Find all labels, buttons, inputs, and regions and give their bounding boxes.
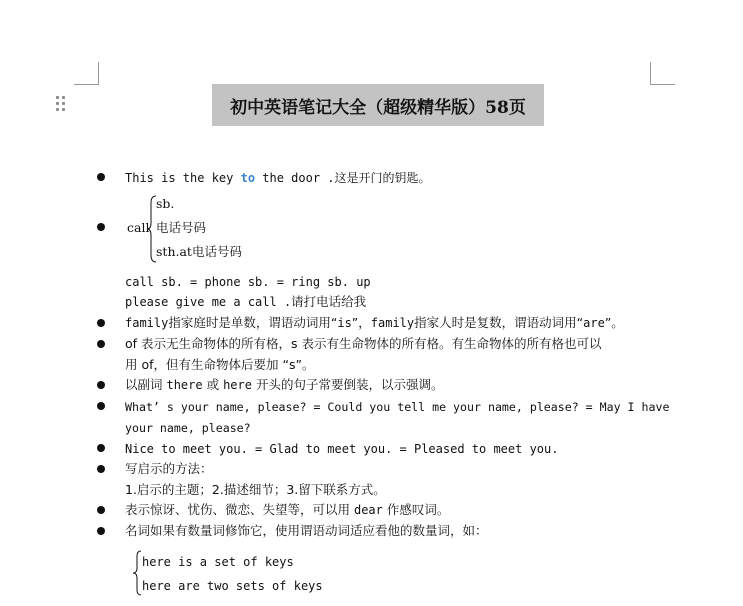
list-item-family (125, 314, 624, 332)
bullet-icon (97, 527, 105, 535)
highlighted-word: to (240, 171, 256, 185)
list-item-noun: 名词如果有数量词修饰它，使用谓语动词适应看他的数量词，如： (125, 523, 488, 538)
text-span: 电话号码 (191, 244, 242, 259)
list-item-notice-detail: 1.启示的主题；2.描述细节；3.留下联系方式。 (125, 482, 386, 497)
list-item-of-line2: 用 of，但有生命物体后要加 “s”。 (125, 357, 315, 372)
list-item-notice: 写启示的方法： (125, 461, 213, 476)
call-option-number: 电话号码 (156, 220, 207, 235)
bullet-icon (97, 506, 105, 514)
call-option-sth (156, 243, 242, 261)
list-item-adverb (125, 376, 443, 394)
text-span: 指家人时是复数，谓语动词用“ (414, 315, 584, 330)
page-corner-mark-top-left (74, 62, 99, 85)
drag-handle-icon[interactable] (56, 96, 66, 112)
text-span: there (166, 378, 203, 392)
bullet-icon (97, 173, 105, 181)
text-span: are (583, 316, 605, 330)
call-word: call (127, 220, 150, 235)
list-item-name-line2: your name, please? (125, 421, 251, 435)
text-span: 开头的句子常要倒装，以示强调。 (251, 377, 444, 392)
text-span: at (179, 244, 192, 259)
text-span: 或 (202, 377, 224, 392)
example-keys-plural: here are two sets of keys (142, 579, 323, 593)
text-span: the door .这是开门的钥匙。 (255, 171, 431, 185)
text-span: family (125, 316, 169, 330)
call-phone-line: call sb. = phone sb. = ring sb. up (125, 275, 371, 289)
bullet-icon (97, 381, 105, 389)
text-span: ”， (351, 315, 371, 330)
text-span: is (337, 316, 352, 330)
bullet-icon (97, 319, 105, 327)
document-title: 初中英语笔记大全（超级精华版）58页 (212, 84, 544, 126)
please-call-line (125, 293, 366, 311)
text-span: 指家庭时是单数，谓语动词用“ (168, 315, 338, 330)
text-span: 表示惊讶、忧伤、微恋、失望等，可以用 (125, 502, 354, 517)
text-span: 请打电话给我 (291, 294, 367, 309)
bullet-icon (97, 340, 105, 348)
text-span: 以副词 (125, 377, 167, 392)
brace-icon (133, 550, 142, 596)
bullet-icon (97, 465, 105, 473)
text-span: please give me a call . (125, 295, 292, 309)
list-item-name-line1: What’ s your name, please? = Could you tell me your name, please? = May I have (125, 400, 670, 414)
text-span: 作感叹词。 (382, 502, 450, 517)
text-span: family (370, 316, 415, 330)
list-item-meet: Nice to meet you. = Glad to meet you. = Pleased to meet you. (125, 442, 559, 456)
text-span: here (223, 378, 252, 392)
call-option-sb: sb. (156, 196, 175, 211)
list-item-dear (125, 501, 449, 519)
bullet-icon (97, 444, 105, 452)
list-item-of-line1: of 表示无生命物体的所有格，s 表示有生命物体的所有格。有生命物体的所有格也可以 (125, 336, 602, 351)
bullet-icon (97, 223, 105, 231)
text-span: sth. (156, 244, 180, 259)
text-span: ”。 (604, 315, 624, 330)
page-corner-mark-top-right (650, 62, 675, 85)
bullet-icon (97, 402, 105, 410)
list-item-key (125, 169, 431, 187)
example-keys-singular: here is a set of keys (142, 555, 294, 569)
text-span: dear (353, 503, 383, 517)
text-span: This is the key (125, 171, 241, 185)
